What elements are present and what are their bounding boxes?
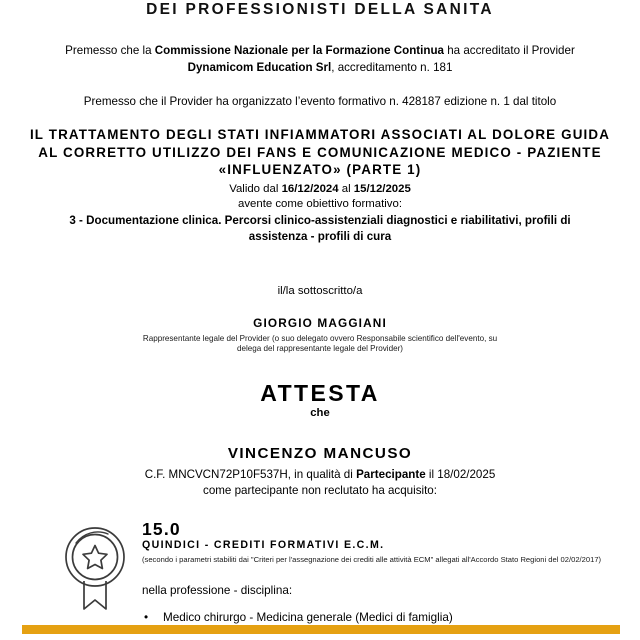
course-title: IL TRATTAMENTO DEGLI STATI INFIAMMATORI ASSOCIATI AL DOLORE GUIDA AL CORRETTO UTILIZZO DEI FANS E COMUNICAZIONE MEDICO - PAZIENTE «INFLUENZATO» (PARTE 1) [29,127,611,177]
recipient-name: VINCENZO MANCUSO [227,444,413,462]
commission-name: Commissione Nazionale per la Formazione Continua [154,44,444,57]
intro-paragraph-event [0,93,640,110]
validity-prefix: Valido dal [229,182,282,195]
recipient-fiscal-code: C.F. MNCVCN72P10F537H, in qualità di [144,467,357,481]
discipline-list [142,610,640,626]
medal-star-icon [62,521,136,617]
intro-paragraph-accreditation [0,42,640,76]
signer-name: GIORGIO MAGGIANI [253,315,387,330]
objective-text: 3 - Documentazione clinica. Percorsi clinico-assistenziali diagnostici e riabilitativi, profili di assistenza - profili di cura [69,213,571,243]
signer-role: Rappresentante legale del Provider (o suo delegato ovvero Responsabile scientifico dell'evento, su delega del rappresentante legale del Provider) [142,333,498,353]
credits-number: 15.0 [142,518,181,539]
attesta-subheading: che [310,406,330,419]
undersigned-label: il/la sottoscritto/a [277,284,363,297]
credits-note: (secondo i parametri stabiliti dai "Criteri per l'assegnazione dei crediti alle attività ECM" allegati all'Accordo Stato Regioni del 02/02/2017) [142,554,602,564]
accreditation-number: , accreditamento n. 181 [331,61,453,74]
page-title: DEI PROFESSIONISTI DELLA SANITA [146,1,494,18]
bullet-icon: • [144,611,149,624]
provider-name: Dynamicom Education Srl [187,61,332,74]
attesta-heading: ATTESTA [260,379,380,406]
recipient-date: il 18/02/2025 [425,467,496,481]
discipline-label: Medico chirurgo - Medicina generale (Medici di famiglia) [163,611,453,624]
recipient-role: Partecipante [356,467,426,481]
credits-body [136,518,640,627]
recipient-acquisition-note: come partecipante non reclutato ha acquisito: [203,483,437,497]
validity-start-date: 16/12/2024 [281,182,339,195]
list-item [142,610,640,626]
credits-section [0,518,640,627]
objective-intro: avente come obiettivo formativo: [238,197,402,210]
intro-line1-suffix: ha accreditato il Provider [444,44,575,57]
profession-label: nella professione - disciplina: [142,584,293,597]
validity-line [0,182,640,197]
recipient-detail [0,467,640,499]
validity-end-date: 15/12/2025 [353,182,411,195]
validity-middle: al [338,182,354,195]
credits-label: QUINDICI - CREDITI FORMATIVI E.C.M. [142,538,385,551]
footer-accent-bar [22,625,620,634]
event-reference: Premesso che il Provider ha organizzato l’evento formativo n. 428187 edizione n. 1 dal titolo [83,95,557,108]
intro-line1-prefix: Premesso che la [65,44,155,57]
